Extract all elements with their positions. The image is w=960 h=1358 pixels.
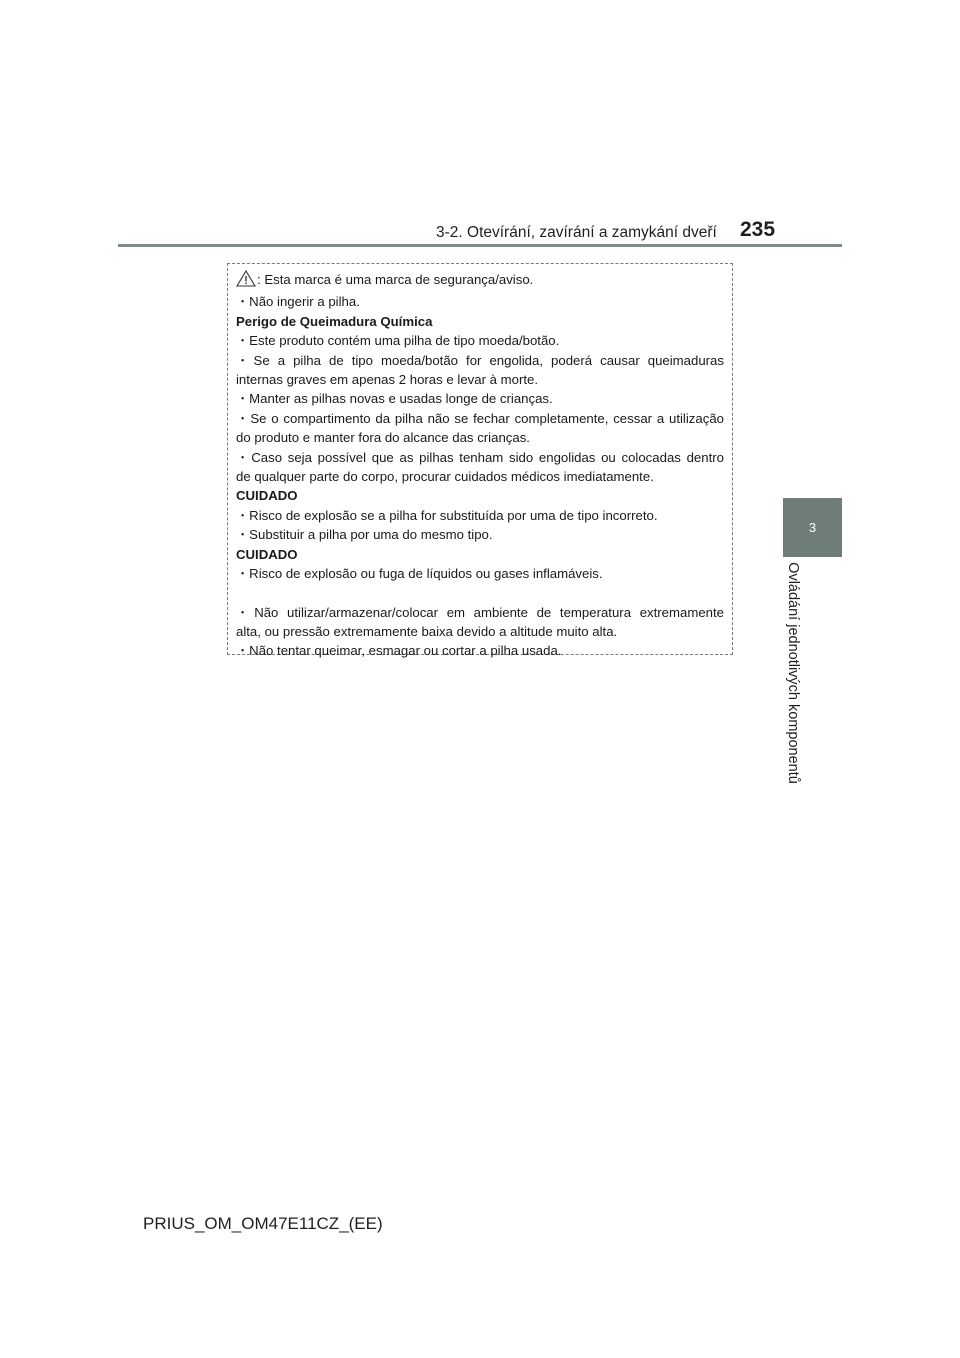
label-line: ・Se a pilha de tipo moeda/botão for engolida, poderá causar queimaduras	[236, 352, 724, 368]
warning-triangle-icon	[236, 270, 256, 292]
label-line: ・Risco de explosão ou fuga de líquidos ou gases inflamáveis.	[236, 566, 603, 582]
section-title: 3-2. Otevírání, zavírání a zamykání dveří	[436, 224, 717, 241]
label-line: do produto e manter fora do alcance das crianças.	[236, 430, 530, 446]
chapter-tab	[783, 498, 842, 557]
chapter-number: 3	[808, 520, 817, 535]
label-line: ・Se o compartimento da pilha não se fechar completamente, cessar a utilização	[236, 410, 724, 426]
label-line: ・Risco de explosão se a pilha for substituída por uma de tipo incorreto.	[236, 507, 658, 523]
label-line: de qualquer parte do corpo, procurar cuidados médicos imediatamente.	[236, 469, 654, 485]
label-line: ・Este produto contém uma pilha de tipo moeda/botão.	[236, 333, 560, 349]
label-line: ・Substituir a pilha por uma do mesmo tipo.	[236, 527, 493, 543]
label-heading: Perigo de Queimadura Química	[236, 313, 433, 329]
chapter-title: Ovládání jednotlivých komponentů	[785, 562, 802, 784]
label-heading: CUIDADO	[236, 488, 298, 504]
label-line: ・Não utilizar/armazenar/colocar em ambiente de temperatura extremamente	[236, 604, 724, 620]
label-intro	[236, 270, 724, 292]
label-line: ・Manter as pilhas novas e usadas longe de crianças.	[236, 391, 553, 407]
label-line: alta, ou pressão extremamente baixa devido a altitude muito alta.	[236, 623, 618, 639]
label-line: ・Caso seja possível que as pilhas tenham sido engolidas ou colocadas dentro	[236, 449, 724, 465]
model-code: PRIUS_OM_OM47E11CZ_(EE)	[143, 1214, 383, 1233]
chapter-title-vertical	[764, 562, 822, 784]
label-line: ・Não ingerir a pilha.	[236, 294, 360, 310]
label-intro-text: : Esta marca é uma marca de segurança/aviso.	[257, 272, 534, 287]
page-number: 235	[740, 218, 776, 241]
label-spacer	[236, 584, 724, 603]
label-line: ・Não tentar queimar, esmagar ou cortar a pilha usada.	[236, 643, 562, 659]
label-line: internas graves em apenas 2 horas e levar à morte.	[236, 372, 539, 388]
label-heading: CUIDADO	[236, 546, 298, 562]
header-divider	[118, 244, 842, 247]
battery-warning-label	[227, 263, 733, 659]
